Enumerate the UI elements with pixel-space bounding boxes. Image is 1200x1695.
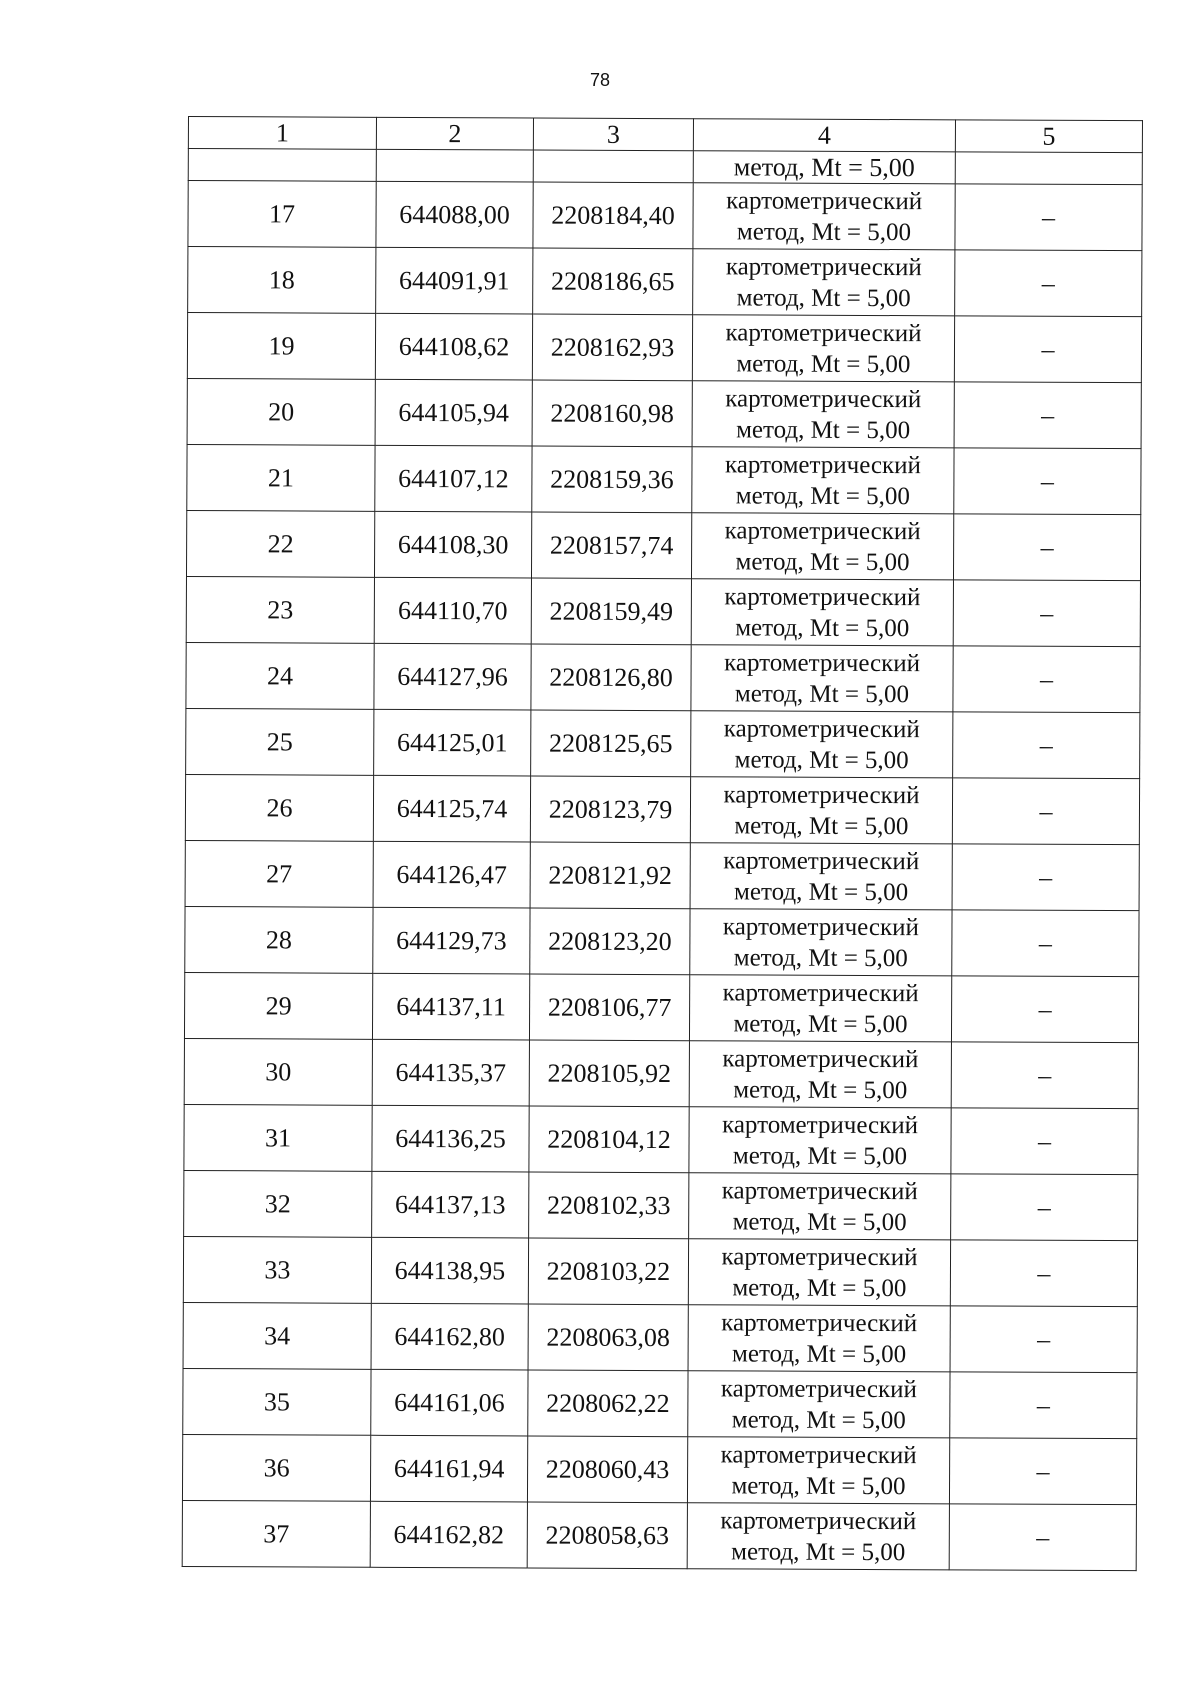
point-number: 18 xyxy=(188,247,376,314)
coordinate-x: 644127,96 xyxy=(374,643,531,710)
coordinate-x: 644126,47 xyxy=(373,841,530,908)
table-row xyxy=(186,708,1140,778)
header-cell-1: 1 xyxy=(188,117,376,150)
note-cell: – xyxy=(952,778,1139,845)
method-cell xyxy=(689,1041,951,1108)
table-row xyxy=(185,840,1139,910)
note-cell: – xyxy=(951,1042,1138,1109)
point-number: 20 xyxy=(187,378,375,445)
coordinate-x: 644108,62 xyxy=(375,313,532,380)
method-accuracy: метод, Mt = 5,00 xyxy=(733,1075,908,1104)
continuation-cell-3 xyxy=(533,150,693,183)
method-name: картометрический xyxy=(720,1440,917,1469)
continuation-cell-4: метод, Mt = 5,00 xyxy=(693,151,955,184)
method-accuracy: метод, Mt = 5,00 xyxy=(731,1405,906,1434)
coordinate-y: 2208102,33 xyxy=(529,1172,689,1239)
point-number: 30 xyxy=(184,1038,372,1105)
coordinate-x: 644162,82 xyxy=(370,1501,527,1568)
table-row xyxy=(186,576,1140,646)
method-name: картометрический xyxy=(725,318,922,347)
method-accuracy: метод, Mt = 5,00 xyxy=(731,1471,906,1500)
method-cell xyxy=(690,909,952,976)
table-row xyxy=(183,1302,1137,1372)
table-row xyxy=(186,510,1140,580)
coordinate-y: 2208063,08 xyxy=(528,1304,688,1371)
coordinate-y: 2208121,92 xyxy=(530,842,690,909)
method-name: картометрический xyxy=(725,384,922,413)
point-number: 26 xyxy=(185,774,373,841)
header-row xyxy=(188,117,1142,153)
method-name: картометрический xyxy=(722,912,920,941)
method-accuracy: метод, Mt = 5,00 xyxy=(735,547,910,576)
method-accuracy: метод, Mt = 5,00 xyxy=(734,811,909,840)
coordinate-x: 644125,01 xyxy=(374,709,531,776)
coordinate-y: 2208058,63 xyxy=(527,1502,687,1569)
continuation-cell-1 xyxy=(188,149,376,182)
table-row xyxy=(185,774,1139,844)
table-row xyxy=(184,1170,1138,1240)
method-accuracy: метод, Mt = 5,00 xyxy=(736,415,911,444)
method-name: картометрический xyxy=(722,1110,919,1139)
note-cell: – xyxy=(949,1504,1136,1571)
table-row xyxy=(187,444,1141,514)
method-cell xyxy=(691,711,953,778)
note-cell: – xyxy=(954,316,1141,383)
coordinate-y: 2208162,93 xyxy=(532,314,692,381)
coordinate-x: 644137,11 xyxy=(372,973,529,1040)
method-accuracy: метод, Mt = 5,00 xyxy=(734,679,910,708)
note-cell: – xyxy=(955,250,1142,317)
method-name: картометрический xyxy=(726,186,923,215)
method-cell xyxy=(691,513,953,580)
note-cell: – xyxy=(950,1240,1137,1307)
method-name: картометрический xyxy=(724,450,922,479)
method-cell xyxy=(692,315,954,382)
coordinate-y: 2208104,12 xyxy=(529,1106,689,1173)
point-number: 33 xyxy=(183,1236,371,1303)
coordinates-table xyxy=(182,116,1143,1571)
method-cell xyxy=(687,1437,949,1504)
note-cell: – xyxy=(952,910,1139,977)
coordinate-y: 2208103,22 xyxy=(528,1238,688,1305)
method-name: картометрический xyxy=(722,978,919,1007)
table-row xyxy=(184,972,1138,1042)
note-cell: – xyxy=(954,382,1141,449)
method-accuracy: метод, Mt = 5,00 xyxy=(733,943,908,972)
note-cell: – xyxy=(951,1108,1138,1175)
header-cell-5: 5 xyxy=(955,120,1142,153)
method-cell xyxy=(690,777,952,844)
coordinate-x: 644162,80 xyxy=(371,1303,528,1370)
continuation-cell-2 xyxy=(376,149,533,182)
method-accuracy: метод, Mt = 5,00 xyxy=(733,1009,908,1038)
coordinate-y: 2208106,77 xyxy=(529,974,689,1041)
coordinate-x: 644137,13 xyxy=(372,1171,529,1238)
coordinate-x: 644129,73 xyxy=(373,907,530,974)
coordinate-y: 2208060,43 xyxy=(527,1436,687,1503)
note-cell: – xyxy=(951,1174,1138,1241)
method-name: картометрический xyxy=(720,1506,917,1535)
table-row xyxy=(183,1236,1137,1306)
method-name: картометрический xyxy=(721,1176,918,1205)
method-name: картометрический xyxy=(721,1308,918,1337)
method-accuracy: метод, Mt = 5,00 xyxy=(734,745,909,774)
method-name: картометрический xyxy=(724,516,921,545)
method-cell xyxy=(689,1107,951,1174)
note-cell: – xyxy=(950,1372,1137,1439)
point-number: 21 xyxy=(187,444,375,511)
coordinate-x: 644107,12 xyxy=(375,445,532,512)
method-accuracy: метод, Mt = 5,00 xyxy=(731,1537,906,1566)
point-number: 36 xyxy=(182,1434,370,1501)
table-row xyxy=(182,1434,1136,1504)
point-number: 19 xyxy=(187,313,375,380)
method-cell xyxy=(693,183,955,250)
coordinate-x: 644138,95 xyxy=(371,1237,528,1304)
coordinate-y: 2208123,79 xyxy=(530,776,690,843)
method-accuracy: метод, Mt = 5,00 xyxy=(732,1339,907,1368)
method-cell xyxy=(690,843,952,910)
coordinate-y: 2208184,40 xyxy=(533,182,693,249)
table-row xyxy=(186,642,1140,712)
method-cell xyxy=(691,579,953,646)
point-number: 29 xyxy=(184,972,372,1039)
method-cell xyxy=(691,645,953,712)
table-row xyxy=(188,181,1142,251)
method-name: картометрический xyxy=(721,1242,918,1271)
table-row xyxy=(184,1104,1138,1174)
coordinate-x: 644161,94 xyxy=(370,1435,527,1502)
table-row xyxy=(187,313,1141,383)
coordinate-x: 644088,00 xyxy=(376,181,533,248)
point-number: 23 xyxy=(186,576,374,643)
coordinate-y: 2208157,74 xyxy=(531,512,691,579)
note-cell: – xyxy=(951,976,1138,1043)
method-name: картометрический xyxy=(725,252,922,281)
coordinate-y: 2208123,20 xyxy=(530,908,690,975)
table-row xyxy=(184,1038,1138,1108)
coordinate-y: 2208186,65 xyxy=(533,248,693,315)
method-cell xyxy=(689,975,951,1042)
coordinate-y: 2208105,92 xyxy=(529,1040,689,1107)
note-cell: – xyxy=(954,448,1141,515)
coordinate-y: 2208125,65 xyxy=(531,710,691,777)
table-row xyxy=(183,1368,1137,1438)
method-accuracy: метод, Mt = 5,00 xyxy=(736,283,911,312)
method-name: картометрический xyxy=(720,1374,917,1403)
method-accuracy: метод, Mt = 5,00 xyxy=(736,349,911,378)
method-cell xyxy=(692,381,954,448)
table-row xyxy=(182,1500,1136,1570)
note-cell: – xyxy=(952,844,1139,911)
coordinate-x: 644110,70 xyxy=(374,577,531,644)
method-accuracy: метод, Mt = 5,00 xyxy=(732,1273,907,1302)
coordinate-x: 644091,91 xyxy=(376,247,533,314)
method-accuracy: метод, Mt = 5,00 xyxy=(736,217,912,246)
method-accuracy: метод, Mt = 5,00 xyxy=(732,1141,908,1170)
header-cell-4: 4 xyxy=(693,119,955,152)
point-number: 28 xyxy=(185,906,373,973)
page-number: 78 xyxy=(589,70,611,90)
point-number: 22 xyxy=(186,510,374,577)
method-cell xyxy=(693,249,955,316)
coordinate-x: 644108,30 xyxy=(374,511,531,578)
note-cell: – xyxy=(953,712,1140,779)
coordinate-x: 644135,37 xyxy=(372,1039,529,1106)
note-cell: – xyxy=(953,580,1140,647)
point-number: 32 xyxy=(184,1170,372,1237)
coordinate-x: 644136,25 xyxy=(372,1105,529,1172)
method-name: картометрический xyxy=(722,1044,919,1073)
coordinate-x: 644161,06 xyxy=(371,1369,528,1436)
method-name: картометрический xyxy=(723,780,920,809)
method-cell xyxy=(688,1371,950,1438)
point-number: 17 xyxy=(188,181,376,248)
method-accuracy: метод, Mt = 5,00 xyxy=(732,1207,907,1236)
point-number: 24 xyxy=(186,642,374,709)
header-cell-3: 3 xyxy=(533,118,693,151)
continuation-cell-5 xyxy=(955,152,1142,185)
method-accuracy: метод, Mt = 5,00 xyxy=(735,613,910,642)
coordinate-y: 2208159,49 xyxy=(531,578,691,645)
point-number: 37 xyxy=(182,1500,370,1567)
coordinate-y: 2208159,36 xyxy=(532,446,692,513)
method-cell xyxy=(688,1239,950,1306)
note-cell: – xyxy=(949,1438,1136,1505)
method-cell xyxy=(688,1305,950,1372)
coordinate-x: 644105,94 xyxy=(375,379,532,446)
header-cell-2: 2 xyxy=(376,117,533,150)
method-cell xyxy=(692,447,954,514)
table-row xyxy=(185,906,1139,976)
continuation-row xyxy=(188,149,1142,185)
coordinate-y: 2208062,22 xyxy=(528,1370,688,1437)
table-row xyxy=(188,247,1142,317)
method-cell xyxy=(687,1503,949,1570)
point-number: 25 xyxy=(186,708,374,775)
note-cell: – xyxy=(953,514,1140,581)
note-cell: – xyxy=(953,646,1140,713)
note-cell: – xyxy=(955,184,1142,251)
method-name: картометрический xyxy=(724,582,921,611)
method-name: картометрический xyxy=(723,714,920,743)
coordinate-y: 2208160,98 xyxy=(532,380,692,447)
method-cell xyxy=(689,1173,951,1240)
note-cell: – xyxy=(950,1306,1137,1373)
point-number: 34 xyxy=(183,1302,371,1369)
coordinate-y: 2208126,80 xyxy=(531,644,691,711)
method-name: картометрический xyxy=(723,846,920,875)
coordinate-x: 644125,74 xyxy=(373,775,530,842)
point-number: 35 xyxy=(183,1368,371,1435)
method-accuracy: метод, Mt = 5,00 xyxy=(734,877,909,906)
method-accuracy: метод, Mt = 5,00 xyxy=(735,481,910,510)
table-row xyxy=(187,378,1141,448)
method-name: картометрический xyxy=(724,648,921,677)
point-number: 27 xyxy=(185,840,373,907)
point-number: 31 xyxy=(184,1104,372,1171)
